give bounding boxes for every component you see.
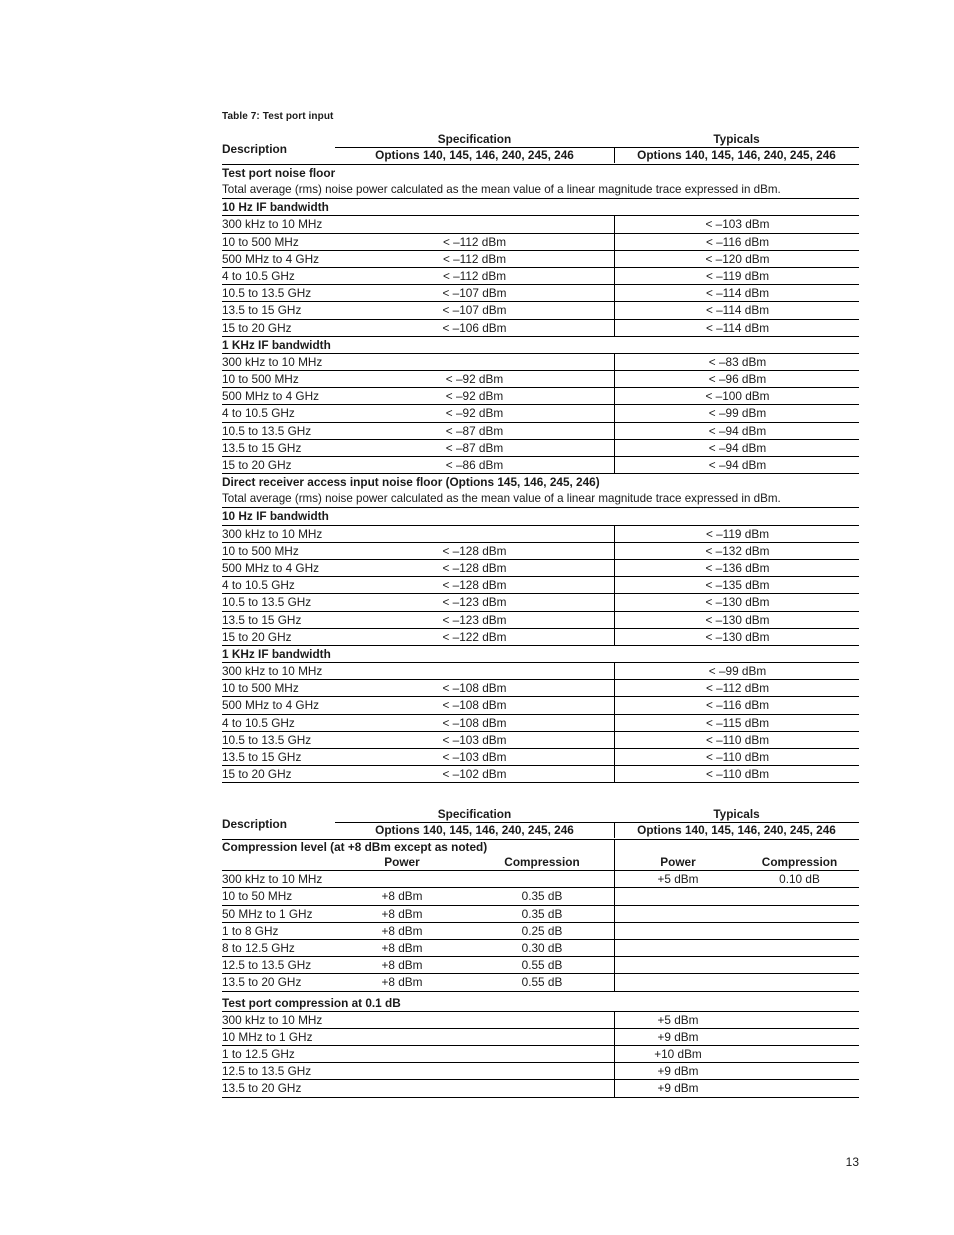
table-row [222, 974, 859, 991]
row-typical-value: +9 dBm [657, 1064, 699, 1079]
column-header-row [222, 854, 859, 871]
row-description: 10.5 to 13.5 GHz [222, 595, 312, 610]
row-spec-value: < –112 dBm [442, 234, 507, 249]
table-row [222, 320, 859, 337]
section-title-row [222, 995, 859, 1012]
table-row [222, 940, 859, 957]
table-row [222, 749, 859, 766]
table-row [222, 560, 859, 577]
table-row [222, 594, 859, 611]
row-spec-compression: 0.25 dB [521, 923, 563, 938]
table-row [222, 216, 859, 233]
table-row [222, 371, 859, 388]
row-description: 10 to 500 MHz [222, 234, 299, 249]
spec-power-header: Power [384, 855, 420, 869]
header-specification: Specification [437, 807, 512, 821]
row-typical-value: < –99 dBm [614, 663, 860, 679]
row-typical-value: +5 dBm [657, 1012, 699, 1027]
row-description: 500 MHz to 4 GHz [222, 560, 320, 575]
column-divider [614, 871, 615, 887]
row-spec-value: < –128 dBm [442, 560, 507, 575]
column-divider [614, 1046, 615, 1062]
row-typical-value: < –119 dBm [614, 268, 860, 284]
row-spec-value: < –112 dBm [442, 251, 507, 266]
group-title-row [222, 646, 859, 663]
table-row [222, 906, 859, 923]
row-typical-value: < –119 dBm [614, 526, 860, 542]
table-header [222, 809, 859, 839]
row-description: 10.5 to 13.5 GHz [222, 286, 312, 301]
noise-floor-body [222, 165, 859, 783]
row-spec-power: +8 dBm [381, 975, 423, 990]
table-row [222, 234, 859, 251]
header-description: Description [222, 817, 287, 831]
page-number: 13 [845, 1155, 859, 1169]
column-divider [614, 957, 615, 973]
row-description: 1 to 12.5 GHz [222, 1047, 295, 1062]
group-title: 10 Hz IF bandwidth [222, 509, 329, 524]
row-spec-value: < –87 dBm [445, 440, 504, 455]
table-row [222, 302, 859, 319]
table-row [222, 732, 859, 749]
table-row [222, 1029, 859, 1046]
table-row [222, 680, 859, 697]
row-typical-value: < –110 dBm [614, 732, 860, 748]
table-row [222, 354, 859, 371]
table-row [222, 440, 859, 457]
row-spec-power: +8 dBm [381, 958, 423, 973]
row-description: 500 MHz to 4 GHz [222, 251, 320, 266]
row-description: 500 MHz to 4 GHz [222, 389, 320, 404]
table-row [222, 526, 859, 543]
column-divider [614, 1063, 615, 1079]
table-row [222, 423, 859, 440]
row-description: 13.5 to 15 GHz [222, 440, 302, 455]
header-spec-options: Options 140, 145, 146, 240, 245, 246 [335, 147, 614, 163]
section-title-row [222, 474, 859, 490]
table-row [222, 251, 859, 268]
section-title: Direct receiver access input noise floor (Options 145, 146, 245, 246) [222, 475, 600, 490]
row-description: 13.5 to 15 GHz [222, 612, 302, 627]
column-divider [614, 888, 615, 904]
table-row [222, 663, 859, 680]
table-row [222, 405, 859, 422]
table-row [222, 1080, 859, 1097]
row-typical-value: < –130 dBm [614, 612, 860, 628]
header-spec-options: Options 140, 145, 146, 240, 245, 246 [335, 822, 614, 838]
row-typical-value: < –114 dBm [614, 285, 860, 301]
section-title: Test port noise floor [222, 166, 336, 180]
row-description: 13.5 to 15 GHz [222, 750, 302, 764]
row-spec-power: +8 dBm [381, 923, 423, 938]
row-description: 13.5 to 20 GHz [222, 1081, 302, 1096]
row-typ-power: +5 dBm [657, 872, 699, 887]
row-spec-value: < –92 dBm [445, 372, 504, 387]
row-spec-value: < –103 dBm [442, 732, 507, 747]
row-spec-value: < –107 dBm [442, 303, 507, 318]
column-divider [614, 940, 615, 956]
column-divider [614, 854, 615, 870]
row-description: 300 kHz to 10 MHz [222, 664, 323, 679]
row-spec-compression: 0.35 dB [521, 889, 563, 904]
table-caption: Table 7: Test port input [222, 111, 334, 122]
row-typical-value: < –112 dBm [614, 680, 860, 696]
table-row [222, 1063, 859, 1080]
header-divider [614, 147, 615, 163]
row-spec-value: < –107 dBm [442, 286, 507, 301]
row-spec-value: < –92 dBm [445, 389, 504, 404]
row-spec-power: +8 dBm [381, 889, 423, 904]
row-spec-compression: 0.35 dB [521, 906, 563, 921]
row-typical-value: < –130 dBm [614, 629, 860, 645]
compression-body [222, 840, 859, 1098]
row-description: 12.5 to 13.5 GHz [222, 1064, 312, 1079]
section-title: Test port compression at 0.1 dB [222, 995, 401, 1010]
row-typical-value: < –100 dBm [614, 388, 860, 404]
compression-table [222, 809, 859, 1098]
row-description: 4 to 10.5 GHz [222, 406, 295, 421]
row-spec-value: < –92 dBm [445, 406, 504, 421]
row-description: 10.5 to 13.5 GHz [222, 732, 312, 747]
section-note: Total average (rms) noise power calculated as the mean value of a linear magnitude trace expressed in dBm. [222, 183, 781, 197]
row-typical-value: < –135 dBm [614, 577, 860, 593]
row-description: 4 to 10.5 GHz [222, 715, 295, 730]
row-description: 300 kHz to 10 MHz [222, 1012, 323, 1027]
row-spec-value: < –122 dBm [442, 629, 507, 644]
row-spec-value: < –112 dBm [442, 268, 507, 283]
row-typical-value: +9 dBm [657, 1081, 699, 1096]
column-divider [614, 840, 615, 854]
row-typical-value: < –115 dBm [614, 715, 860, 731]
table-row [222, 957, 859, 974]
row-typical-value: < –120 dBm [614, 251, 860, 267]
row-description: 300 kHz to 10 MHz [222, 217, 323, 232]
row-spec-value: < –123 dBm [442, 595, 507, 610]
row-description: 10 to 500 MHz [222, 372, 299, 387]
row-spec-compression: 0.30 dB [521, 940, 563, 955]
row-spec-value: < –123 dBm [442, 612, 507, 627]
group-title: 1 KHz IF bandwidth [222, 337, 331, 352]
column-divider [614, 974, 615, 990]
row-description: 300 kHz to 10 MHz [222, 354, 323, 369]
row-typical-value: < –130 dBm [614, 594, 860, 610]
table-row [222, 871, 859, 888]
table-header [222, 134, 859, 164]
row-spec-value: < –103 dBm [442, 750, 507, 764]
table-row [222, 388, 859, 405]
group-title-row [222, 508, 859, 525]
table-row [222, 629, 859, 646]
header-description: Description [222, 142, 287, 156]
column-divider [614, 923, 615, 939]
table-row [222, 923, 859, 940]
row-typical-value: < –110 dBm [614, 749, 860, 765]
row-typical-value: < –94 dBm [614, 440, 860, 456]
row-typical-value: < –110 dBm [614, 766, 860, 782]
row-spec-compression: 0.55 dB [521, 958, 563, 973]
row-spec-power: +8 dBm [381, 906, 423, 921]
row-typ-compression: 0.10 dB [779, 872, 820, 887]
header-specification: Specification [437, 132, 512, 146]
column-divider [614, 1029, 615, 1045]
section-note-row [222, 490, 859, 508]
column-divider [614, 1080, 615, 1096]
noise-floor-table [222, 134, 859, 783]
row-typical-value: < –99 dBm [614, 405, 860, 421]
row-spec-value: < –128 dBm [442, 543, 507, 558]
row-description: 4 to 10.5 GHz [222, 268, 295, 283]
group-title-row [222, 337, 859, 354]
row-description: 13.5 to 15 GHz [222, 303, 302, 318]
row-typical-value: < –94 dBm [614, 457, 860, 473]
table-row [222, 457, 859, 474]
section-title-row [222, 840, 859, 854]
row-typical-value: < –83 dBm [614, 354, 860, 370]
row-typical-value: < –114 dBm [614, 320, 860, 336]
row-spec-value: < –102 dBm [442, 767, 507, 782]
row-spec-value: < –128 dBm [442, 578, 507, 593]
table-row [222, 888, 859, 905]
column-divider [614, 1012, 615, 1028]
header-typ-options: Options 140, 145, 146, 240, 245, 246 [614, 822, 859, 838]
section-title-row [222, 165, 859, 181]
section-note: Total average (rms) noise power calculated as the mean value of a linear magnitude trace expressed in dBm. [222, 492, 781, 506]
row-description: 500 MHz to 4 GHz [222, 698, 320, 713]
header-typicals: Typicals [713, 807, 760, 821]
table-row [222, 285, 859, 302]
row-description: 10.5 to 13.5 GHz [222, 423, 312, 438]
table-row [222, 577, 859, 594]
typ-compression-header: Compression [761, 855, 838, 869]
row-description: 8 to 12.5 GHz [222, 940, 295, 955]
row-description: 300 kHz to 10 MHz [222, 526, 323, 541]
row-typical-value: +10 dBm [654, 1047, 702, 1062]
row-description: 15 to 20 GHz [222, 458, 292, 472]
section-note-row [222, 181, 859, 199]
row-typical-value: < –136 dBm [614, 560, 860, 576]
row-spec-compression: 0.55 dB [521, 975, 563, 990]
row-description: 10 MHz to 1 GHz [222, 1029, 313, 1044]
row-description: 4 to 10.5 GHz [222, 578, 295, 593]
row-description: 10 to 500 MHz [222, 681, 299, 696]
table-row [222, 715, 859, 732]
table-row [222, 543, 859, 560]
row-spec-value: < –86 dBm [445, 458, 504, 472]
row-typical-value: < –103 dBm [614, 216, 860, 232]
row-description: 15 to 20 GHz [222, 320, 292, 335]
row-typical-value: +9 dBm [657, 1029, 699, 1044]
row-description: 12.5 to 13.5 GHz [222, 958, 312, 973]
section-title: Compression level (at +8 dBm except as noted) [222, 840, 488, 854]
column-divider [614, 906, 615, 922]
row-description: 15 to 20 GHz [222, 767, 292, 782]
row-typical-value: < –96 dBm [614, 371, 860, 387]
row-spec-value: < –106 dBm [442, 320, 507, 335]
group-title-row [222, 199, 859, 216]
table-row [222, 697, 859, 714]
row-typical-value: < –94 dBm [614, 423, 860, 439]
typ-power-header: Power [660, 855, 696, 869]
header-typicals: Typicals [713, 132, 760, 146]
row-description: 1 to 8 GHz [222, 923, 279, 938]
group-title: 10 Hz IF bandwidth [222, 200, 329, 215]
row-description: 15 to 20 GHz [222, 629, 292, 644]
row-spec-value: < –108 dBm [442, 698, 507, 713]
row-typical-value: < –116 dBm [614, 697, 860, 713]
table-row [222, 612, 859, 629]
row-typical-value: < –114 dBm [614, 302, 860, 318]
row-spec-power: +8 dBm [381, 940, 423, 955]
header-divider [614, 822, 615, 838]
row-typical-value: < –116 dBm [614, 234, 860, 250]
header-typ-options: Options 140, 145, 146, 240, 245, 246 [614, 147, 859, 163]
row-description: 300 kHz to 10 MHz [222, 872, 323, 887]
spec-compression-header: Compression [504, 855, 580, 869]
row-description: 50 MHz to 1 GHz [222, 906, 313, 921]
row-typical-value: < –132 dBm [614, 543, 860, 559]
row-description: 10 to 50 MHz [222, 889, 293, 904]
table-row [222, 766, 859, 783]
row-description: 10 to 500 MHz [222, 543, 299, 558]
row-description: 13.5 to 20 GHz [222, 975, 302, 990]
row-spec-value: < –87 dBm [445, 423, 504, 438]
row-spec-value: < –108 dBm [442, 715, 507, 730]
row-spec-value: < –108 dBm [442, 681, 507, 696]
table-row [222, 1046, 859, 1063]
table-row [222, 268, 859, 285]
table-row [222, 1012, 859, 1029]
group-title: 1 KHz IF bandwidth [222, 646, 331, 661]
